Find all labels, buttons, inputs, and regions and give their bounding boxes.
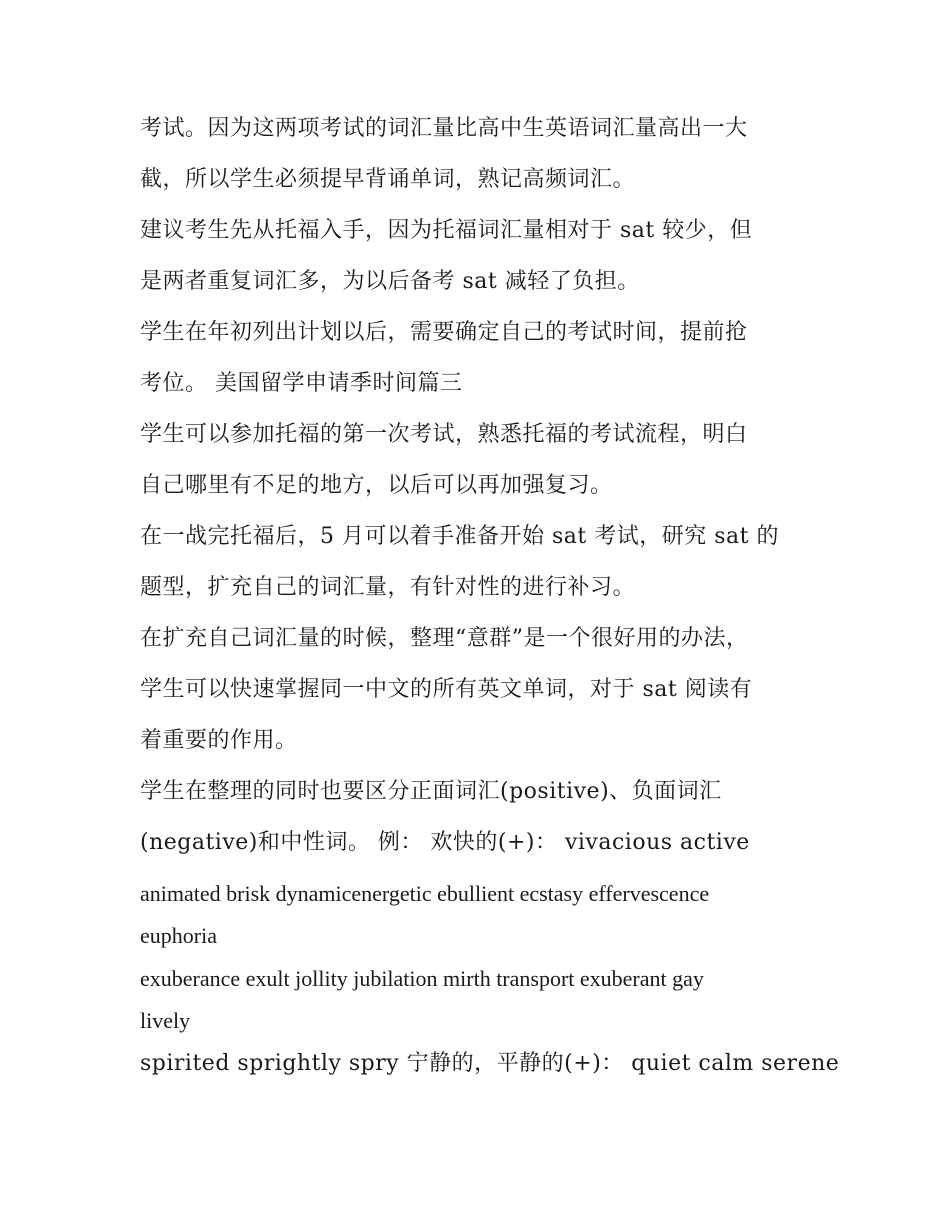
text-line: 考位。 美国留学申请季时间篇三	[140, 371, 463, 396]
text-line: 着重要的作用。	[140, 728, 298, 753]
text-line: 截，所以学生必须提早背诵单词，熟记高频词汇。	[140, 167, 636, 192]
text-line: spirited sprightly spry 宁静的，平静的(+)： quiet calm serene	[140, 1051, 840, 1076]
document-body	[140, 108, 840, 1094]
text-line: lively	[140, 1008, 191, 1033]
text-line: exuberance exult jollity jubilation mirth transport exuberant gay	[140, 966, 704, 991]
text-line: 题型，扩充自己的词汇量，有针对性的进行补习。	[140, 575, 636, 600]
text-line: 在一战完托福后，5 月可以着手准备开始 sat 考试，研究 sat 的	[140, 524, 779, 549]
text-line: 学生可以快速掌握同一中文的所有英文单词，对于 sat 阅读有	[140, 677, 753, 702]
text-line: 是两者重复词汇多，为以后备考 sat 减轻了负担。	[140, 269, 640, 294]
text-line: 学生可以参加托福的第一次考试，熟悉托福的考试流程，明白	[140, 422, 748, 447]
text-line: 在扩充自己词汇量的时候，整理“意群”是一个很好用的办法，	[140, 626, 749, 651]
text-line: euphoria	[140, 923, 217, 948]
text-line: (negative)和中性词。 例： 欢快的(+)： vivacious active	[140, 830, 750, 855]
text-line: 学生在整理的同时也要区分正面词汇(positive)、负面词汇	[140, 779, 722, 804]
text-line: 考试。因为这两项考试的词汇量比高中生英语词汇量高出一大	[140, 116, 748, 141]
text-line: animated brisk dynamicenergetic ebullient ecstasy effervescence	[140, 881, 710, 906]
text-line: 学生在年初列出计划以后，需要确定自己的考试时间，提前抢	[140, 320, 748, 345]
text-line: 自己哪里有不足的地方，以后可以再加强复习。	[140, 473, 613, 498]
text-line: 建议考生先从托福入手，因为托福词汇量相对于 sat 较少，但	[140, 218, 753, 243]
